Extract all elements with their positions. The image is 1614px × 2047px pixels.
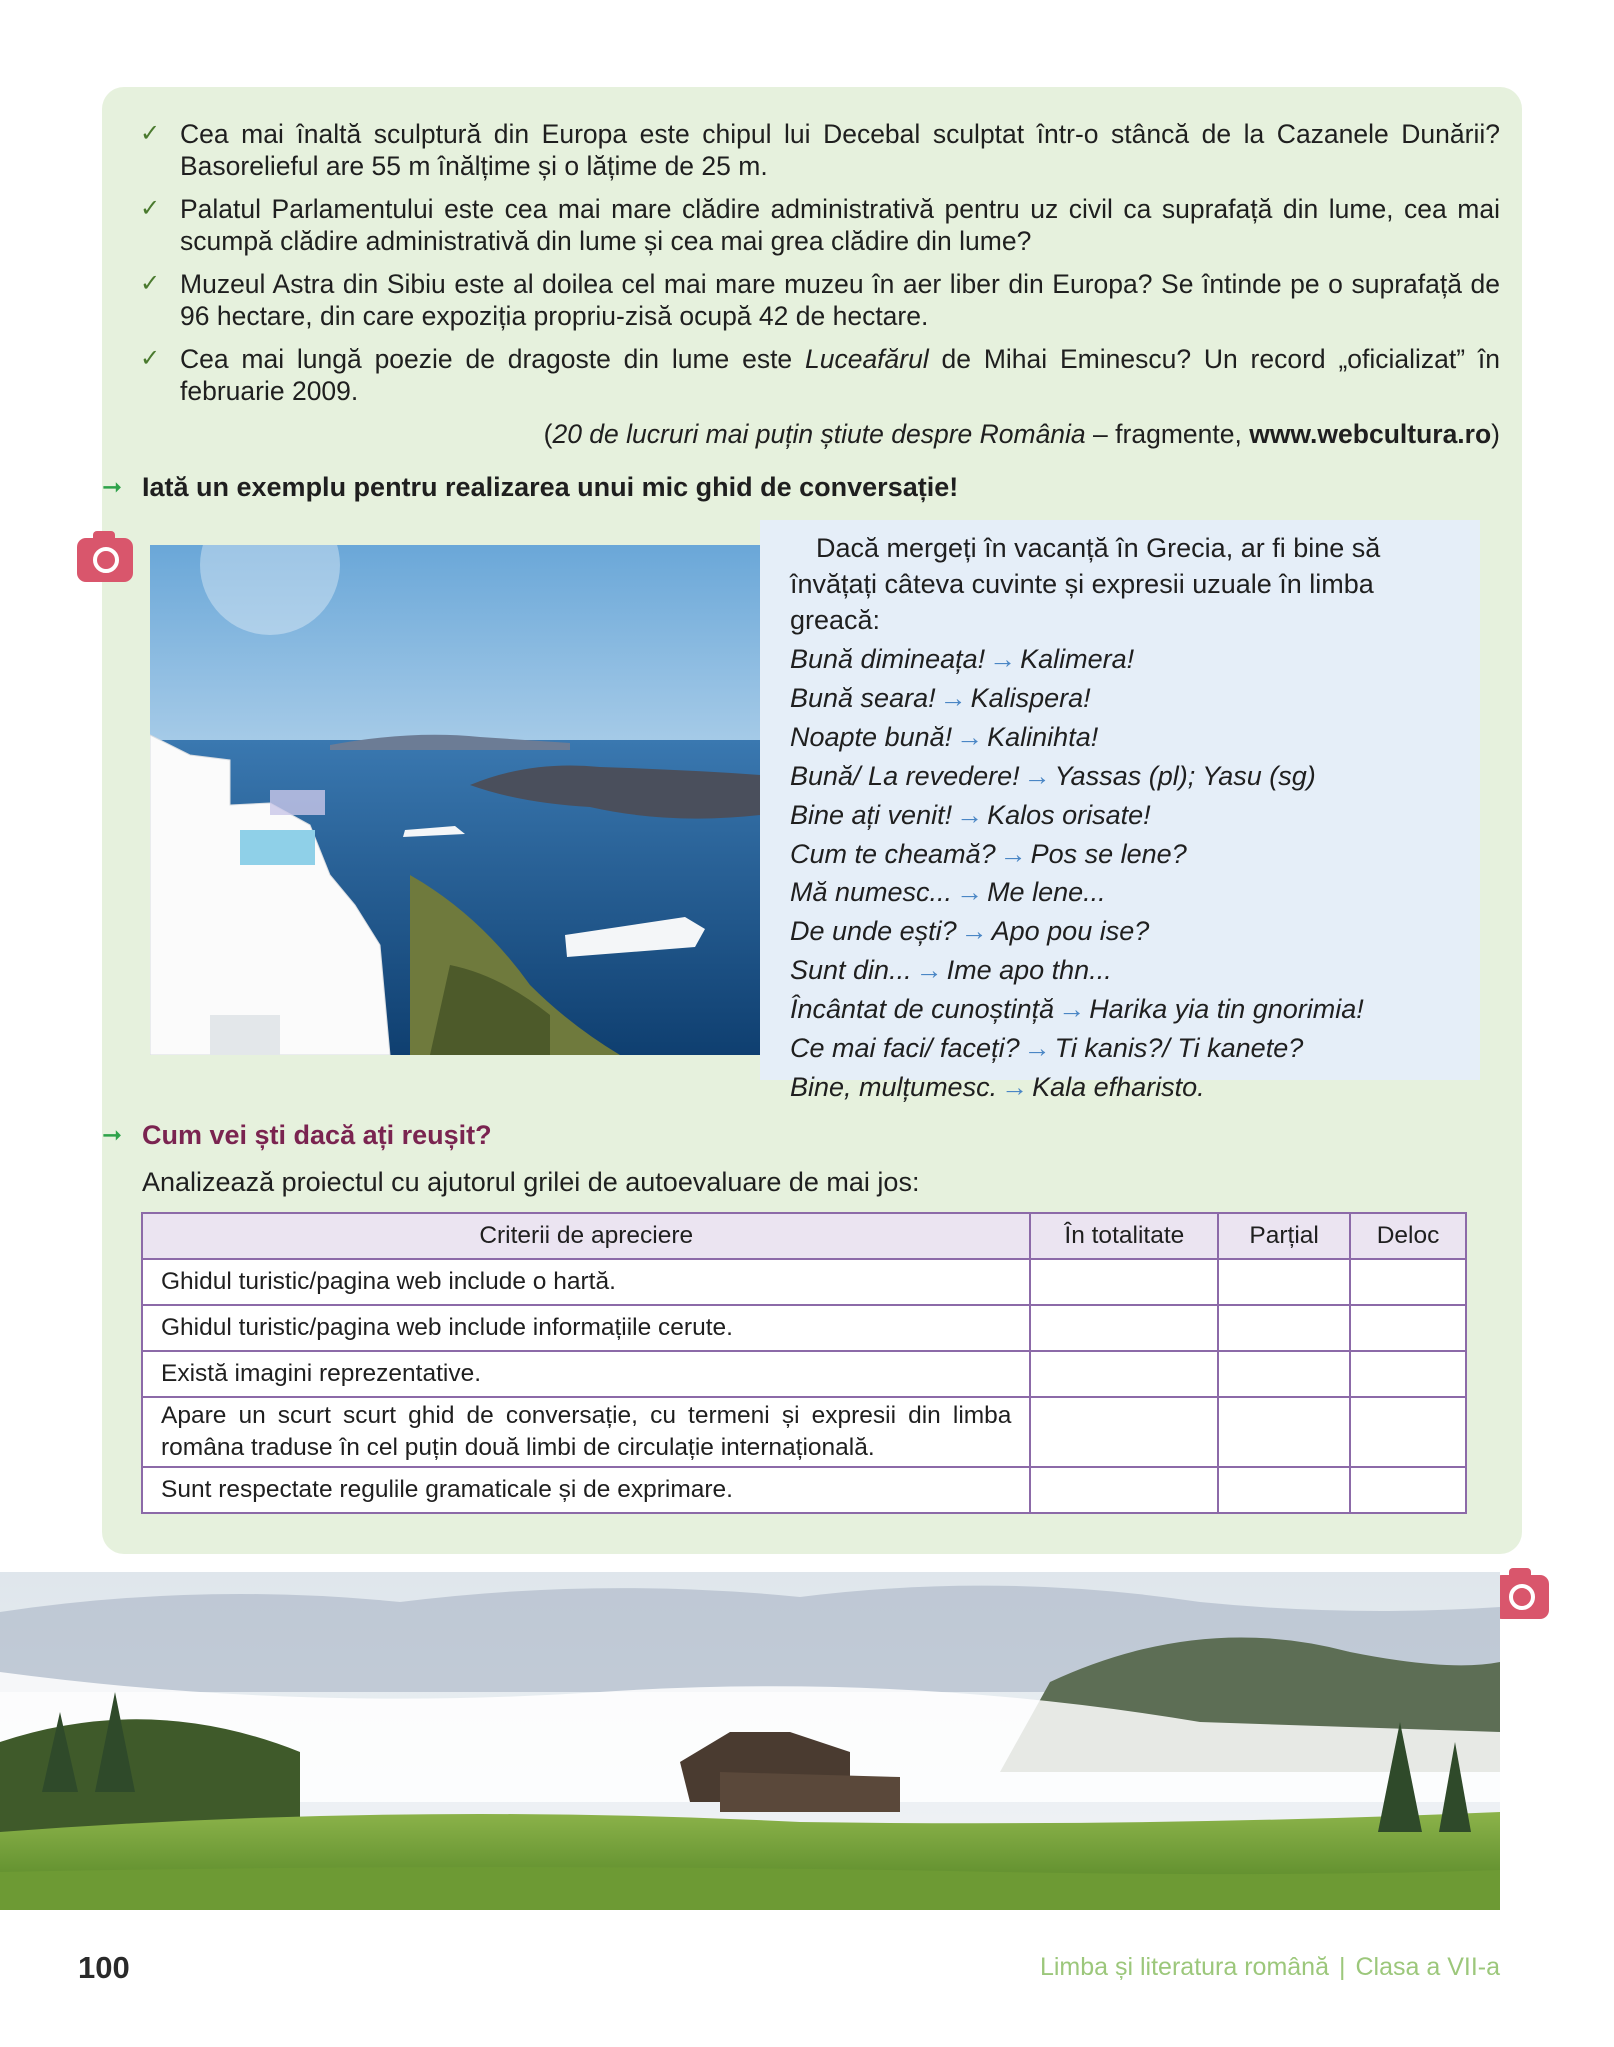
phrase-greek: Kalispera! xyxy=(970,682,1091,713)
arrow-right-icon: → xyxy=(1023,1033,1051,1064)
source-open: ( xyxy=(543,419,553,449)
check-icon: ✓ xyxy=(140,120,161,147)
phrase-item xyxy=(790,640,1464,679)
phrase-item xyxy=(790,951,1464,990)
column-header: Deloc xyxy=(1350,1213,1466,1259)
source-middle: – fragmente, xyxy=(1085,419,1250,449)
arrow-right-icon: → xyxy=(1001,1071,1029,1102)
table-row xyxy=(142,1259,1466,1305)
arrow-right-icon: → xyxy=(1058,994,1086,1025)
rating-cell[interactable] xyxy=(1350,1305,1466,1351)
fact-text-before: Cea mai lungă poezie de dragoste din lume este xyxy=(180,344,805,374)
camera-icon xyxy=(1493,1575,1549,1619)
check-icon: ✓ xyxy=(140,270,161,297)
phrasebook-box xyxy=(760,520,1480,1102)
criterion-cell: Apare un scurt scurt ghid de conversație, cu termeni și expresii din limba româna traduse în cel puțin două limbi de circulație internațională. xyxy=(142,1397,1030,1467)
arrow-right-icon: → xyxy=(1023,760,1051,791)
source-title: 20 de lucruri mai puțin știute despre România xyxy=(552,419,1086,449)
fact-text-after: de Mihai Eminescu? Un record „oficializat” în februarie 2009. xyxy=(180,344,1500,406)
phrase-item xyxy=(790,679,1464,718)
phrase-romanian: Ce mai faci/ faceți? xyxy=(790,1033,1020,1064)
footer-title xyxy=(1040,1953,1500,1982)
fact-item xyxy=(140,193,1500,257)
heading-evaluation xyxy=(102,1120,492,1151)
phrase-item xyxy=(790,990,1464,1029)
rating-cell[interactable] xyxy=(1030,1305,1218,1351)
camera-icon xyxy=(77,538,133,582)
poem-title: Luceafărul xyxy=(804,344,929,374)
evaluation-table xyxy=(141,1212,1467,1514)
check-icon: ✓ xyxy=(140,195,161,222)
criterion-cell: Ghidul turistic/pagina web include o hartă. xyxy=(142,1259,1030,1305)
arrow-right-icon: → xyxy=(939,682,967,713)
table-row xyxy=(142,1467,1466,1513)
phrase-romanian: Cum te cheamă? xyxy=(790,838,996,869)
footer-separator: | xyxy=(1338,1953,1346,1981)
heading-text: Iată un exemplu pentru realizarea unui mic ghid de conversație! xyxy=(142,472,959,502)
phrase-item xyxy=(790,835,1464,874)
fact-item xyxy=(140,268,1500,332)
table-row xyxy=(142,1397,1466,1467)
rating-cell[interactable] xyxy=(1218,1467,1350,1513)
page-number: 100 xyxy=(78,1950,130,1985)
phrase-item xyxy=(790,1029,1464,1068)
arrow-right-icon: → xyxy=(956,721,984,752)
phrase-greek: Ime apo thn... xyxy=(946,955,1112,986)
facts-list xyxy=(140,118,1500,450)
phrase-list xyxy=(790,640,1464,1107)
column-header: În totalitate xyxy=(1030,1213,1218,1259)
rating-cell[interactable] xyxy=(1350,1259,1466,1305)
phrase-romanian: Bine, mulțumesc. xyxy=(790,1071,998,1102)
rating-cell[interactable] xyxy=(1218,1351,1350,1397)
phrase-greek: Kalinihta! xyxy=(987,721,1099,752)
arrow-right-icon: → xyxy=(956,799,984,830)
arrow-right-icon: → xyxy=(999,838,1027,869)
phrase-greek: Harika yia tin gnorimia! xyxy=(1089,994,1364,1025)
table-header-row xyxy=(142,1213,1466,1259)
rating-cell[interactable] xyxy=(1030,1397,1218,1467)
rating-cell[interactable] xyxy=(1350,1351,1466,1397)
phrase-greek: Me lene... xyxy=(987,877,1106,908)
santorini-photo xyxy=(150,545,760,1055)
phrase-item xyxy=(790,873,1464,912)
phrase-romanian: Sunt din... xyxy=(790,955,912,986)
footer-grade: Clasa a VII-a xyxy=(1355,1953,1500,1981)
heading-text: Cum vei ști dacă ați reușit? xyxy=(142,1120,492,1150)
arrow-right-icon: ➞ xyxy=(102,474,123,501)
phrase-greek: Apo pou ise? xyxy=(991,916,1150,947)
rating-cell[interactable] xyxy=(1030,1351,1218,1397)
heading-example xyxy=(102,472,958,503)
misty-hills-photo xyxy=(0,1572,1500,1910)
fact-text: Muzeul Astra din Sibiu este al doilea cel mai mare muzeu în aer liber din Europa? Se întinde pe o suprafață de 96 hectare, din care expoziția propriu-zisă ocupă 42 de hectare. xyxy=(180,269,1500,331)
phrase-romanian: Bine ați venit! xyxy=(790,799,953,830)
phrase-greek: Kala efharisto. xyxy=(1032,1071,1205,1102)
arrow-right-icon: → xyxy=(960,916,988,947)
phrase-item xyxy=(790,1068,1464,1107)
fact-text: Cea mai înaltă sculptură din Europa este chipul lui Decebal sculptat într-o stâncă de la Cazanele Dunării? Basorelieful are 55 m înălțime și o lățime de 25 m. xyxy=(180,119,1500,181)
fact-item xyxy=(140,118,1500,182)
footer-subject: Limba și literatura română xyxy=(1039,1953,1329,1981)
table-row xyxy=(142,1351,1466,1397)
phrase-romanian: Bună dimineața! xyxy=(790,644,986,674)
criterion-cell: Există imagini reprezentative. xyxy=(142,1351,1030,1397)
phrase-greek: Pos se lene? xyxy=(1030,838,1187,869)
phrase-romanian: Bună seara! xyxy=(790,682,936,713)
arrow-right-icon: → xyxy=(915,955,943,986)
phrase-item xyxy=(790,912,1464,951)
evaluation-intro: Analizează proiectul cu ajutorul grilei de autoevaluare de mai jos: xyxy=(142,1167,920,1197)
criterion-cell: Sunt respectate regulile gramaticale și de exprimare. xyxy=(142,1467,1030,1513)
phrase-romanian: Noapte bună! xyxy=(790,721,953,752)
rating-cell[interactable] xyxy=(1218,1397,1350,1467)
rating-cell[interactable] xyxy=(1218,1259,1350,1305)
arrow-right-icon: → xyxy=(989,644,1017,674)
arrow-right-icon: → xyxy=(956,877,984,908)
rating-cell[interactable] xyxy=(1350,1467,1466,1513)
phrase-romanian: De unde ești? xyxy=(790,916,957,947)
fact-text: Palatul Parlamentului este cea mai mare clădire administrativă pentru uz civil ca suprafață din lume, cea mai scumpă clădire administrativă din lume și cea mai grea clădire din lume? xyxy=(180,194,1500,256)
phrase-item xyxy=(790,757,1464,796)
phrase-greek: Kalos orisate! xyxy=(987,799,1151,830)
phrase-item xyxy=(790,796,1464,835)
rating-cell[interactable] xyxy=(1030,1467,1218,1513)
source-citation xyxy=(140,418,1500,450)
rating-cell[interactable] xyxy=(1350,1397,1466,1467)
source-close: ) xyxy=(1491,419,1500,449)
phrase-greek: Ti kanis?/ Ti kanete? xyxy=(1054,1033,1304,1064)
source-link[interactable]: www.webcultura.ro xyxy=(1249,419,1492,449)
rating-cell[interactable] xyxy=(1030,1259,1218,1305)
arrow-right-icon: ➞ xyxy=(102,1122,123,1149)
table-row xyxy=(142,1305,1466,1351)
phrase-romanian: Bună/ La revedere! xyxy=(790,760,1020,791)
phrase-item xyxy=(790,718,1464,757)
phrasebook-intro: Dacă mergeți în vacanță în Grecia, ar fi bine să învățați câteva cuvinte și expresii uzuale în limba greacă: xyxy=(790,533,1381,635)
phrase-romanian: Încântat de cunoștință xyxy=(790,994,1055,1025)
check-icon: ✓ xyxy=(140,345,161,372)
phrase-greek: Kalimera! xyxy=(1020,644,1135,674)
criterion-cell: Ghidul turistic/pagina web include informațiile cerute. xyxy=(142,1305,1030,1351)
fact-item xyxy=(140,343,1500,407)
rating-cell[interactable] xyxy=(1218,1305,1350,1351)
phrase-greek: Yassas (pl); Yasu (sg) xyxy=(1054,760,1316,791)
phrase-romanian: Mă numesc... xyxy=(790,877,953,908)
column-header: Criterii de apreciere xyxy=(142,1213,1030,1259)
column-header: Parțial xyxy=(1218,1213,1350,1259)
